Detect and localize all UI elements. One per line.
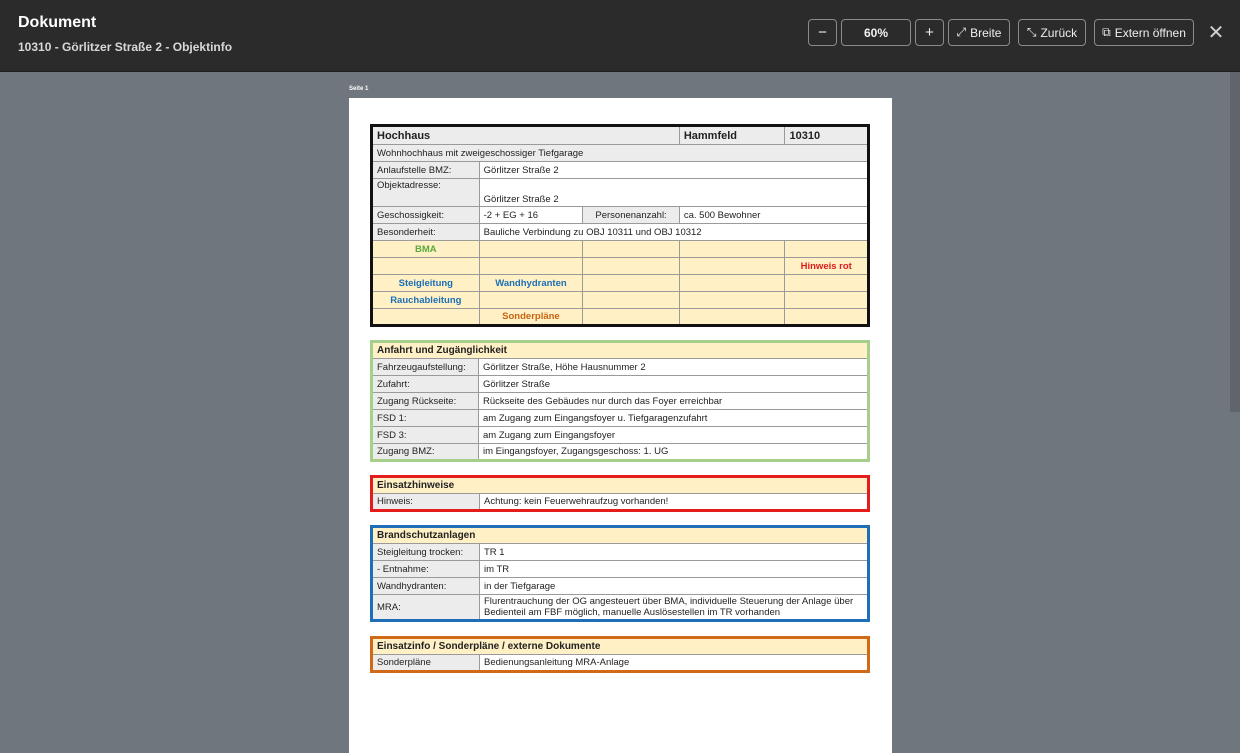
special-label: Besonderheit: (372, 224, 480, 241)
floors-value: -2 + EG + 16 (479, 207, 583, 224)
zoom-out-button[interactable] (808, 19, 837, 46)
close-icon: ✕ (1207, 21, 1225, 44)
steigleitung-flag: Steigleitung (372, 275, 480, 292)
page-label: Seite 1 (349, 86, 369, 92)
rauchableitung-flag: Rauchableitung (372, 292, 480, 309)
viewer-title: Dokument (18, 14, 97, 31)
viewer-header (0, 0, 1240, 72)
row-value: Achtung: kein Feuerwehraufzug vorhanden! (480, 494, 869, 511)
fit-width-button[interactable] (948, 19, 1010, 46)
row-label: Hinweis: (372, 494, 480, 511)
floors-label: Geschossigkeit: (372, 207, 480, 224)
plus-icon: + (925, 24, 934, 41)
expand-icon: ⤢ (956, 25, 967, 39)
table-row (372, 561, 869, 578)
close-button[interactable] (1204, 20, 1228, 44)
back-label: Zurück (1040, 25, 1078, 40)
row-value: Görlitzer Straße (479, 376, 869, 393)
operation-notes-title: Einsatzhinweise (372, 477, 869, 494)
zoom-level-display[interactable] (841, 19, 911, 46)
row-value: am Zugang zum Eingangsfoyer (479, 427, 869, 444)
bmz-label: Anlaufstelle BMZ: (372, 162, 480, 179)
operation-notes-table (370, 475, 870, 512)
special-plans-table (370, 636, 870, 673)
persons-value: ca. 500 Bewohner (679, 207, 868, 224)
row-value: am Zugang zum Eingangsfoyer u. Tiefgaragenzufahrt (479, 410, 869, 427)
zoom-in-button[interactable] (915, 19, 944, 46)
scrollbar[interactable] (1230, 72, 1240, 412)
fire-protection-table (370, 525, 870, 622)
table-row (372, 376, 869, 393)
table-row (372, 578, 869, 595)
bmz-value: Görlitzer Straße 2 (479, 162, 868, 179)
row-value: in der Tiefgarage (480, 578, 869, 595)
row-label: MRA: (372, 595, 480, 621)
access-table (370, 340, 870, 462)
collapse-icon: ⤡ (1026, 25, 1037, 39)
row-label: Zugang Rückseite: (372, 393, 479, 410)
open-external-label: Extern öffnen (1114, 25, 1186, 40)
row-value: TR 1 (480, 544, 869, 561)
table-row (372, 595, 869, 621)
special-plans-title: Einsatzinfo / Sonderpläne / externe Dokumente (372, 638, 869, 655)
row-label: Sonderpläne (372, 655, 480, 672)
address-label: Objektadresse: (372, 179, 480, 207)
fit-width-label: Breite (970, 25, 1002, 40)
row-value: im Eingangsfoyer, Zugangsgeschoss: 1. UG (479, 444, 869, 461)
back-button[interactable] (1018, 19, 1086, 46)
object-header-table (370, 124, 870, 327)
persons-label: Personenanzahl: (583, 207, 680, 224)
row-value: Görlitzer Straße, Höhe Hausnummer 2 (479, 359, 869, 376)
row-value: im TR (480, 561, 869, 578)
row-value: Flurentrauchung der OG angesteuert über BMA, individuelle Steuerung der Anlage über Bedienteil am FBF möglich, manuelle Auslösestellen im TR vorhanden (480, 595, 869, 621)
fire-protection-title: Brandschutzanlagen (372, 527, 869, 544)
minus-icon: − (818, 24, 827, 41)
special-value: Bauliche Verbindung zu OBJ 10311 und OBJ 10312 (479, 224, 868, 241)
external-link-icon: ⧉ (1102, 25, 1111, 39)
row-label: Steigleitung trocken: (372, 544, 480, 561)
row-label: - Entnahme: (372, 561, 480, 578)
table-row (372, 494, 869, 511)
row-label: Fahrzeugaufstellung: (372, 359, 479, 376)
row-label: FSD 1: (372, 410, 479, 427)
row-value: Rückseite des Gebäudes nur durch das Foyer erreichbar (479, 393, 869, 410)
row-label: Wandhydranten: (372, 578, 480, 595)
viewer-subtitle: 10310 - Görlitzer Straße 2 - Objektinfo (18, 40, 233, 54)
row-label: FSD 3: (372, 427, 479, 444)
document-page (349, 98, 892, 753)
table-row (372, 393, 869, 410)
object-number: 10310 (785, 126, 869, 145)
table-row (372, 444, 869, 461)
object-description: Wohnhochhaus mit zweigeschossiger Tiefgarage (372, 145, 869, 162)
wandhydranten-flag: Wandhydranten (479, 275, 583, 292)
object-area: Hammfeld (679, 126, 785, 145)
object-type: Hochhaus (372, 126, 680, 145)
table-row (372, 410, 869, 427)
sonderplaene-flag: Sonderpläne (479, 309, 583, 326)
open-external-button[interactable] (1094, 19, 1194, 46)
address-value: Görlitzer Straße 2 (479, 179, 868, 207)
table-row (372, 655, 869, 672)
row-label: Zufahrt: (372, 376, 479, 393)
bma-flag: BMA (372, 241, 480, 258)
table-row (372, 427, 869, 444)
zoom-level: 60% (863, 25, 889, 40)
access-title: Anfahrt und Zugänglichkeit (372, 342, 869, 359)
row-value: Bedienungsanleitung MRA-Anlage (480, 655, 869, 672)
table-row (372, 359, 869, 376)
table-row (372, 544, 869, 561)
row-label: Zugang BMZ: (372, 444, 479, 461)
hinweis-rot-flag: Hinweis rot (785, 258, 869, 275)
